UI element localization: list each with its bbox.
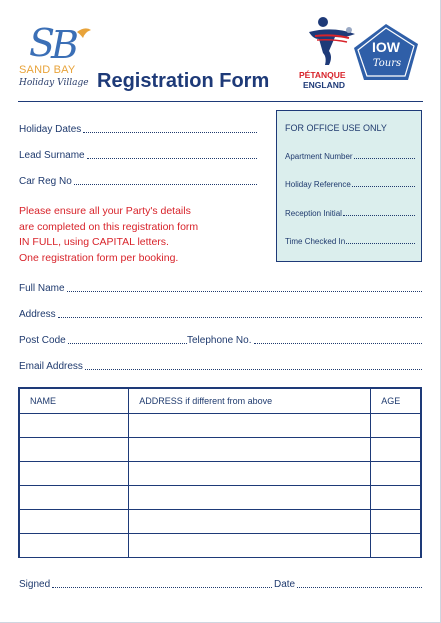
- notice-line: IN FULL, using CAPITAL letters.: [19, 236, 169, 248]
- telephone-field[interactable]: [187, 335, 422, 346]
- office-use-title: FOR OFFICE USE ONLY: [285, 123, 387, 133]
- svg-text:S: S: [29, 21, 56, 65]
- post-code-label: Post Code: [19, 335, 66, 346]
- address-label: Address: [19, 309, 56, 320]
- table-row: [20, 438, 421, 462]
- address-cell[interactable]: [129, 414, 371, 438]
- time-checked-label: Time Checked In: [285, 237, 346, 246]
- address-cell[interactable]: [129, 438, 371, 462]
- reception-initial-field[interactable]: [285, 209, 415, 218]
- age-cell[interactable]: [371, 534, 421, 558]
- table-header-row: [20, 389, 421, 414]
- address-cell[interactable]: [129, 486, 371, 510]
- svg-text:B: B: [51, 23, 79, 66]
- age-cell[interactable]: [371, 438, 421, 462]
- office-use-box: [276, 110, 422, 262]
- full-name-label: Full Name: [19, 283, 65, 294]
- apartment-number-label: Apartment Number: [285, 152, 353, 161]
- column-header-address: ADDRESS if different from above: [129, 389, 371, 414]
- table-row: [20, 414, 421, 438]
- apartment-number-field[interactable]: [285, 152, 415, 161]
- brand-name: SAND BAY: [19, 64, 76, 76]
- notice-line: One registration form per booking.: [19, 251, 179, 264]
- party-members-table: [18, 387, 422, 558]
- partner-name-line1: PÉTANQUE: [299, 70, 346, 80]
- email-field[interactable]: [19, 361, 422, 372]
- table-row: [20, 534, 421, 558]
- lead-surname-field[interactable]: [19, 150, 257, 161]
- address-cell[interactable]: [129, 534, 371, 558]
- holiday-dates-label: Holiday Dates: [19, 124, 82, 135]
- column-header-age: AGE: [371, 389, 421, 414]
- name-cell[interactable]: [20, 486, 129, 510]
- car-reg-label: Car Reg No: [19, 176, 72, 187]
- address-cell[interactable]: [129, 510, 371, 534]
- partner-name-line2: ENGLAND: [303, 80, 346, 90]
- age-cell[interactable]: [371, 462, 421, 486]
- name-cell[interactable]: [20, 510, 129, 534]
- address-field[interactable]: [19, 309, 422, 320]
- age-cell[interactable]: [371, 510, 421, 534]
- post-code-field[interactable]: [19, 335, 187, 346]
- iow-tours-logo: [352, 22, 422, 86]
- column-header-name: NAME: [20, 389, 129, 414]
- page-title: Registration Form: [97, 70, 270, 92]
- table-row: [20, 462, 421, 486]
- brand-subtitle: Holiday Village: [19, 78, 89, 88]
- date-field[interactable]: [274, 579, 422, 590]
- table-row: [20, 486, 421, 510]
- table-row: [20, 510, 421, 534]
- full-name-field[interactable]: [19, 283, 422, 294]
- holiday-dates-field[interactable]: [19, 124, 257, 135]
- holiday-reference-field[interactable]: [285, 180, 415, 189]
- instructions-notice: [19, 204, 198, 266]
- notice-line: Please ensure all your Party's details: [19, 205, 191, 217]
- name-cell[interactable]: [20, 462, 129, 486]
- name-cell[interactable]: [20, 438, 129, 462]
- reception-initial-label: Reception Initial: [285, 209, 342, 218]
- holiday-reference-label: Holiday Reference: [285, 180, 351, 189]
- age-cell[interactable]: [371, 414, 421, 438]
- name-cell[interactable]: [20, 414, 129, 438]
- signed-field[interactable]: [19, 579, 272, 590]
- svg-text:Tours: Tours: [372, 58, 402, 69]
- car-reg-field[interactable]: [19, 176, 257, 187]
- time-checked-field[interactable]: [285, 237, 415, 246]
- svg-text:IOW: IOW: [372, 39, 400, 55]
- header-divider: [18, 101, 423, 102]
- address-cell[interactable]: [129, 462, 371, 486]
- date-label: Date: [274, 579, 296, 590]
- email-label: Email Address: [19, 361, 83, 372]
- telephone-label: Telephone No.: [187, 335, 252, 346]
- lead-surname-label: Lead Surname: [19, 150, 85, 161]
- age-cell[interactable]: [371, 486, 421, 510]
- notice-line: are completed on this registration form: [19, 220, 199, 233]
- signed-label: Signed: [19, 579, 51, 590]
- name-cell[interactable]: [20, 534, 129, 558]
